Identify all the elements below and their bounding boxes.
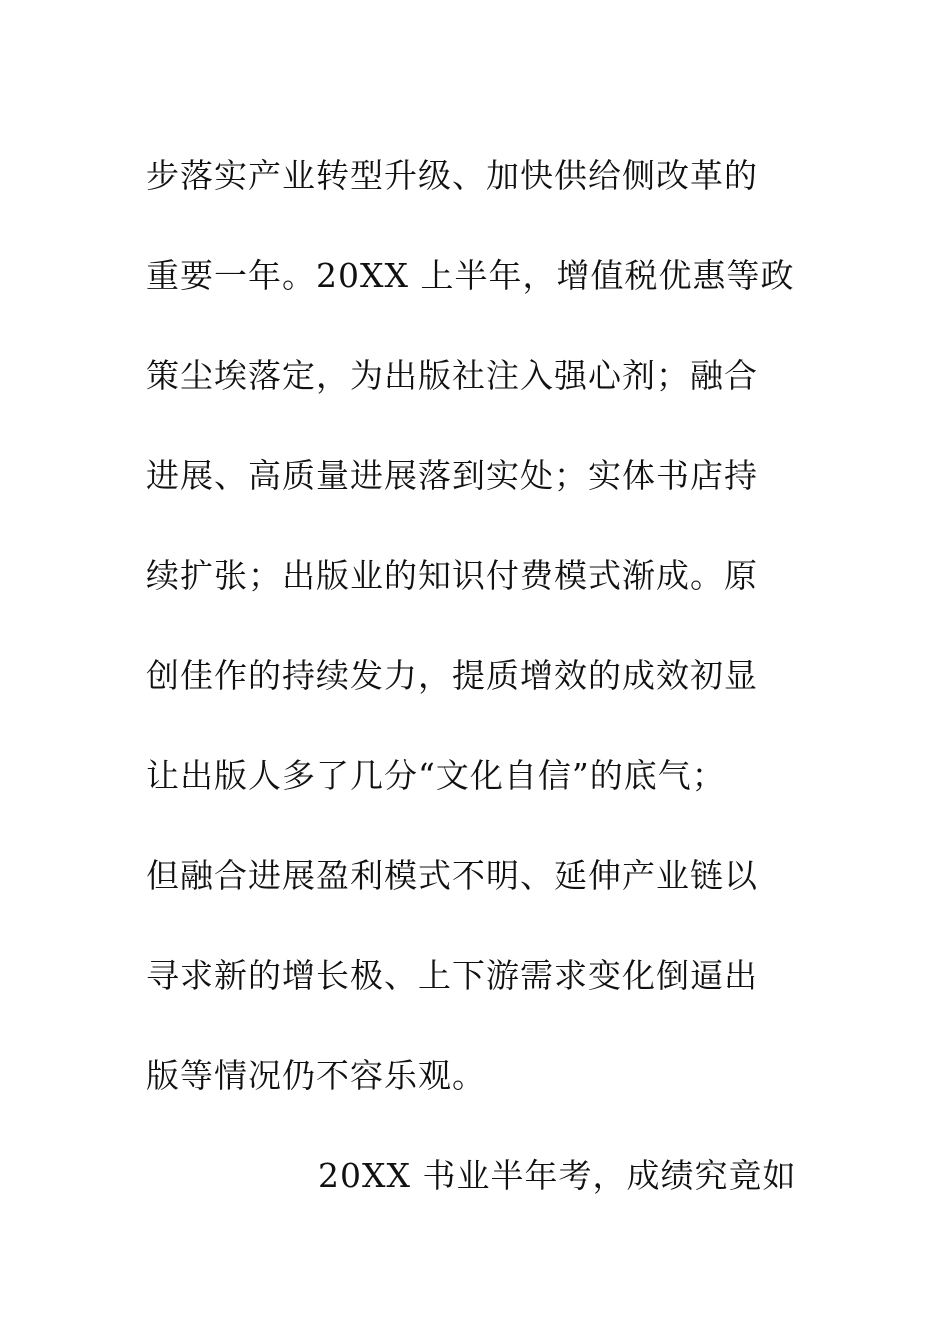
text-line: 续扩张；出版业的知识付费模式渐成。原 — [146, 556, 758, 595]
text-line: 进展、高质量进展落到实处；实体书店持 — [146, 456, 758, 495]
text-line: 策尘埃落定，为出版社注入强心剂；融合 — [146, 356, 758, 395]
text-line: 步落实产业转型升级、加快供给侧改革的 — [146, 156, 758, 195]
text-line: 版等情况仍不容乐观。 — [146, 1056, 486, 1095]
text-line: 创佳作的持续发力，提质增效的成效初显 — [146, 656, 758, 695]
paragraph-start-line: 20XX 书业半年考，成绩究竟如 — [318, 1156, 797, 1195]
text-line: 寻求新的增长极、上下游需求变化倒逼出 — [146, 956, 758, 995]
text-line: 让出版人多了几分“文化自信”的底气； — [146, 756, 726, 795]
text-line: 但融合进展盈利模式不明、延伸产业链以 — [146, 856, 758, 895]
document-text — [146, 126, 806, 1226]
text-line: 重要一年。20XX 上半年，增值税优惠等政 — [146, 256, 795, 295]
